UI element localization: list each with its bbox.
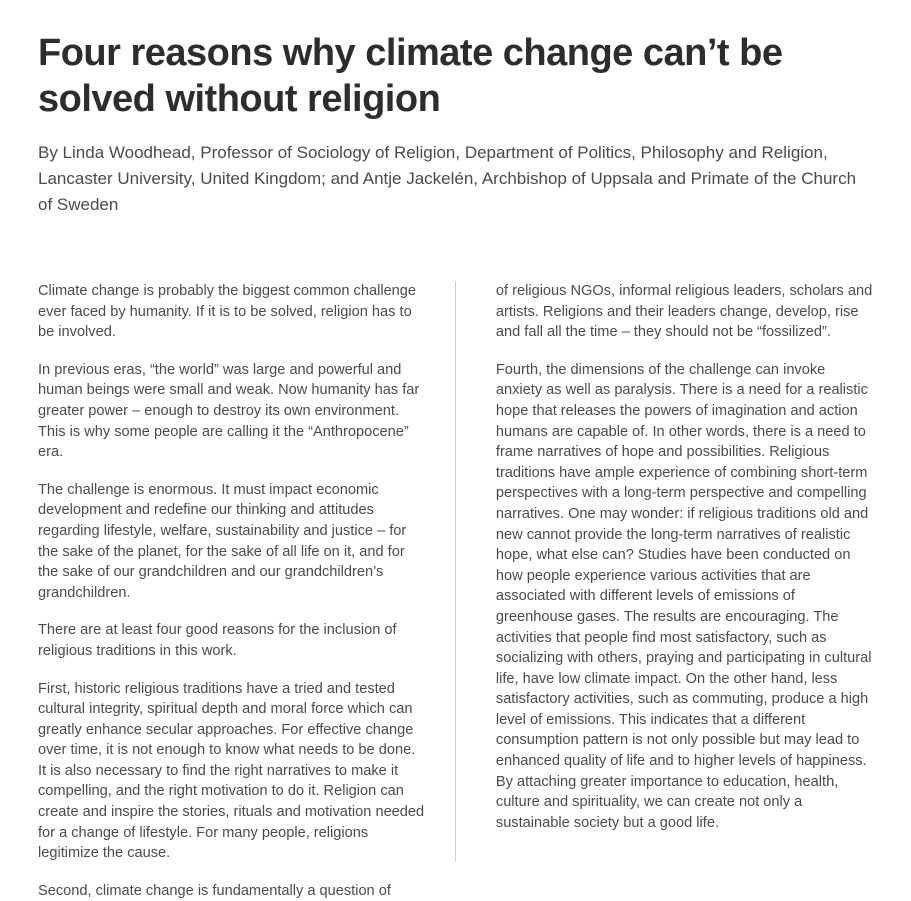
right-column [462, 281, 873, 862]
paragraph: Fourth, the dimensions of the challenge can invoke anxiety as well as paralysis. There is a need for a realistic hope that releases the powers of imagination and action humans are capable of. In other words, there is a need to frame narratives of hope and possibilities. Religious traditions have ample experience of combining short-term perspectives with a long-term perspective and compelling narratives. One may wonder: if religious traditions old and new cannot provide the long-term narratives of realistic hope, what else can? Studies have been conducted on how people experience various activities that are associated with different levels of emissions of greenhouse gases. The results are encouraging. The activities that people find most satisfactory, such as socializing with others, praying and participating in cultural life, have low climate impact. On the other hand, less satisfactory activities, such as commuting, produce a high level of emissions. This indicates that a different consumption pattern is not only possible but may lead to enhanced quality of life and to higher levels of happiness. By attaching greater importance to education, health, culture and spirituality, we can create not only a sustainable society but a good life. [495, 361, 872, 831]
paragraph: First, historic religious traditions have a tried and tested cultural integrity, spiritual depth and moral force which can greatly enhance secular approaches. For effective change over time, it is not enough to know what needs to be done. It is also necessary to find the right narratives to make it compelling, and the right motivation to do it. Religion can create and inspire the stories, rituals and motivation needed for a change of lifestyle. For many people, religions legitimize the cause. [38, 680, 425, 862]
left-column [38, 281, 449, 899]
paragraph: There are at least four good reasons for the inclusion of religious traditions in this work. [38, 622, 397, 659]
paragraph: In previous eras, “the world” was large and powerful and human beings were small and weak. Now humanity has far greater power – enough to destroy its own environment. This is why some people are calling it the “Anthropocene” era. [38, 361, 420, 461]
page-title: Four reasons why climate change can’t be solved without religion [38, 32, 783, 120]
paragraph: Second, climate change is fundamentally a question of [38, 882, 391, 899]
article-body [38, 281, 873, 899]
column-divider [455, 281, 456, 862]
paragraph: Climate change is probably the biggest common challenge ever faced by humanity. If it is to be solved, religion has to be involved. [38, 283, 417, 341]
author-byline: By Linda Woodhead, Professor of Sociology of Religion, Department of Politics, Philosophy and Religion, Lancaster University, United Kingdom; and Antje Jackelén, Archbishop of Uppsala and Primate of the Church of Sweden [38, 143, 857, 214]
paragraph: The challenge is enormous. It must impact economic development and redefine our thinking and attitudes regarding lifestyle, welfare, sustainability and justice – for the sake of the planet, for the sake of all life on it, and for the sake of our grandchildren and our grandchildren’s grandchildren. [38, 481, 407, 601]
paragraph: of religious NGOs, informal religious leaders, scholars and artists. Religions and their leaders change, develop, rise and fall all the time – they should not be “fossilized”. [495, 283, 873, 341]
